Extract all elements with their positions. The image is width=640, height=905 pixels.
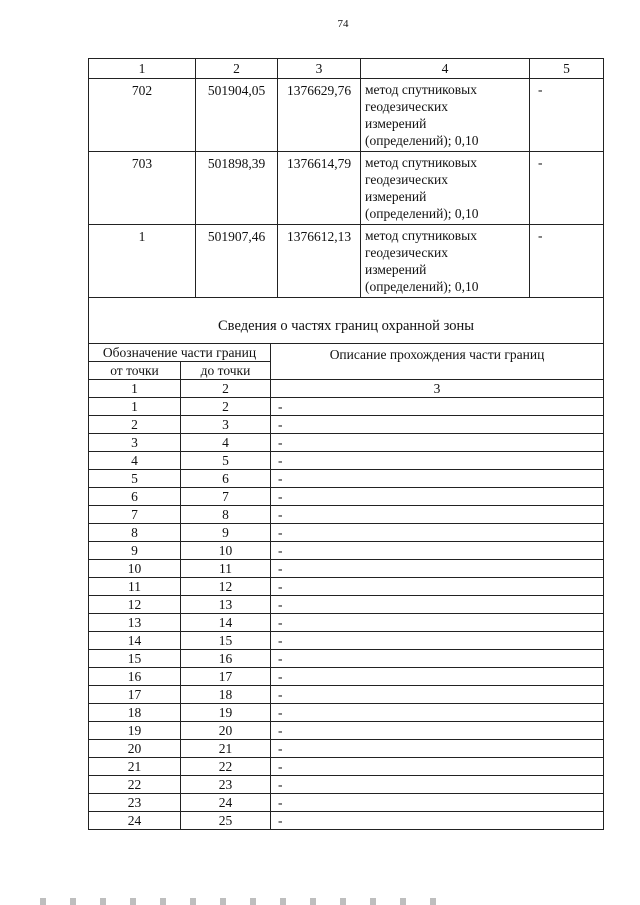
to-point: 20: [181, 722, 271, 740]
to-point: 21: [181, 740, 271, 758]
table-row: [89, 79, 604, 152]
from-header: от точки: [89, 362, 181, 380]
header-col-2: 2: [196, 59, 278, 79]
table-row: [89, 560, 604, 578]
col-number-3: 3: [271, 380, 604, 398]
from-point: 13: [89, 614, 181, 632]
description: -: [271, 524, 604, 542]
description: -: [271, 596, 604, 614]
method-cell: [361, 152, 530, 225]
to-point: 14: [181, 614, 271, 632]
table-row: [89, 812, 604, 830]
note-cell: -: [530, 79, 604, 152]
table-row: [89, 650, 604, 668]
method-cell: [361, 79, 530, 152]
method-line: (определений); 0,10: [365, 133, 479, 148]
to-point: 22: [181, 758, 271, 776]
from-point: 3: [89, 434, 181, 452]
table-row: [89, 542, 604, 560]
method-line: метод спутниковых: [365, 82, 477, 97]
description: -: [271, 740, 604, 758]
method-line: геодезических: [365, 245, 448, 260]
description: -: [271, 722, 604, 740]
table-row: [89, 776, 604, 794]
table-row: [89, 416, 604, 434]
description: -: [271, 434, 604, 452]
from-point: 17: [89, 686, 181, 704]
method-line: геодезических: [365, 99, 448, 114]
description: -: [271, 704, 604, 722]
to-point: 4: [181, 434, 271, 452]
from-point: 7: [89, 506, 181, 524]
table-row: [89, 686, 604, 704]
description: -: [271, 506, 604, 524]
table-row: [89, 722, 604, 740]
from-point: 14: [89, 632, 181, 650]
method-line: метод спутниковых: [365, 228, 477, 243]
from-point: 6: [89, 488, 181, 506]
header-col-5: 5: [530, 59, 604, 79]
table-row: [89, 452, 604, 470]
to-point: 3: [181, 416, 271, 434]
to-point: 9: [181, 524, 271, 542]
table-row: [89, 578, 604, 596]
group-header: Обозначение части границ: [89, 344, 271, 362]
from-point: 22: [89, 776, 181, 794]
to-header: до точки: [181, 362, 271, 380]
description: -: [271, 578, 604, 596]
point-number: 1: [89, 225, 196, 298]
table-row: [89, 632, 604, 650]
method-line: измерений: [365, 116, 427, 131]
method-cell: [361, 225, 530, 298]
description: -: [271, 416, 604, 434]
from-point: 16: [89, 668, 181, 686]
description: -: [271, 560, 604, 578]
point-number: 702: [89, 79, 196, 152]
to-point: 11: [181, 560, 271, 578]
from-point: 23: [89, 794, 181, 812]
table-row: [89, 488, 604, 506]
description: -: [271, 812, 604, 830]
parts-group-header-row: [89, 344, 604, 362]
description-header: Описание прохождения части границ: [271, 344, 604, 380]
description: -: [271, 686, 604, 704]
from-point: 5: [89, 470, 181, 488]
to-point: 2: [181, 398, 271, 416]
to-point: 13: [181, 596, 271, 614]
coord-x: 501904,05: [196, 79, 278, 152]
table-row: [89, 470, 604, 488]
from-point: 15: [89, 650, 181, 668]
to-point: 8: [181, 506, 271, 524]
header-col-4: 4: [361, 59, 530, 79]
header-col-1: 1: [89, 59, 196, 79]
method-line: геодезических: [365, 172, 448, 187]
to-point: 25: [181, 812, 271, 830]
method-line: (определений); 0,10: [365, 206, 479, 221]
page-number: 74: [337, 18, 349, 30]
header-col-3: 3: [278, 59, 361, 79]
method-line: измерений: [365, 262, 427, 277]
from-point: 19: [89, 722, 181, 740]
description: -: [271, 632, 604, 650]
to-point: 6: [181, 470, 271, 488]
to-point: 24: [181, 794, 271, 812]
note-cell: -: [530, 225, 604, 298]
table-row: [89, 398, 604, 416]
description: -: [271, 470, 604, 488]
to-point: 16: [181, 650, 271, 668]
from-point: 21: [89, 758, 181, 776]
table-row: [89, 524, 604, 542]
table-row: [89, 668, 604, 686]
to-point: 12: [181, 578, 271, 596]
description: -: [271, 794, 604, 812]
boundary-parts-table: [88, 343, 604, 830]
coord-x: 501898,39: [196, 152, 278, 225]
to-point: 19: [181, 704, 271, 722]
table-row: [89, 794, 604, 812]
method-line: измерений: [365, 189, 427, 204]
description: -: [271, 488, 604, 506]
point-number: 703: [89, 152, 196, 225]
to-point: 10: [181, 542, 271, 560]
coord-x: 501907,46: [196, 225, 278, 298]
to-point: 15: [181, 632, 271, 650]
table-row: [89, 152, 604, 225]
description: -: [271, 650, 604, 668]
bottom-edge-artifact: [40, 898, 460, 905]
coordinates-table: [88, 58, 604, 355]
parts-col-numbers-row: [89, 380, 604, 398]
to-point: 17: [181, 668, 271, 686]
from-point: 18: [89, 704, 181, 722]
table-row: [89, 758, 604, 776]
coord-y: 1376614,79: [278, 152, 361, 225]
from-point: 20: [89, 740, 181, 758]
from-point: 10: [89, 560, 181, 578]
coord-y: 1376629,76: [278, 79, 361, 152]
description: -: [271, 452, 604, 470]
table-row: [89, 704, 604, 722]
from-point: 12: [89, 596, 181, 614]
from-point: 11: [89, 578, 181, 596]
coord-y: 1376612,13: [278, 225, 361, 298]
section-title: Сведения о частях границ охранной зоны: [89, 298, 604, 356]
from-point: 8: [89, 524, 181, 542]
col-number-1: 1: [89, 380, 181, 398]
description: -: [271, 776, 604, 794]
table-row: [89, 596, 604, 614]
to-point: 23: [181, 776, 271, 794]
from-point: 4: [89, 452, 181, 470]
from-point: 9: [89, 542, 181, 560]
description: -: [271, 668, 604, 686]
description: -: [271, 614, 604, 632]
description: -: [271, 758, 604, 776]
table-row: [89, 434, 604, 452]
col-number-2: 2: [181, 380, 271, 398]
method-line: (определений); 0,10: [365, 279, 479, 294]
from-point: 2: [89, 416, 181, 434]
description: -: [271, 398, 604, 416]
to-point: 5: [181, 452, 271, 470]
table-row: [89, 740, 604, 758]
method-line: метод спутниковых: [365, 155, 477, 170]
to-point: 7: [181, 488, 271, 506]
description: -: [271, 542, 604, 560]
to-point: 18: [181, 686, 271, 704]
from-point: 1: [89, 398, 181, 416]
table-row: [89, 614, 604, 632]
from-point: 24: [89, 812, 181, 830]
note-cell: -: [530, 152, 604, 225]
table-row: [89, 225, 604, 298]
table-row: [89, 506, 604, 524]
coordinates-header-row: [89, 59, 604, 79]
